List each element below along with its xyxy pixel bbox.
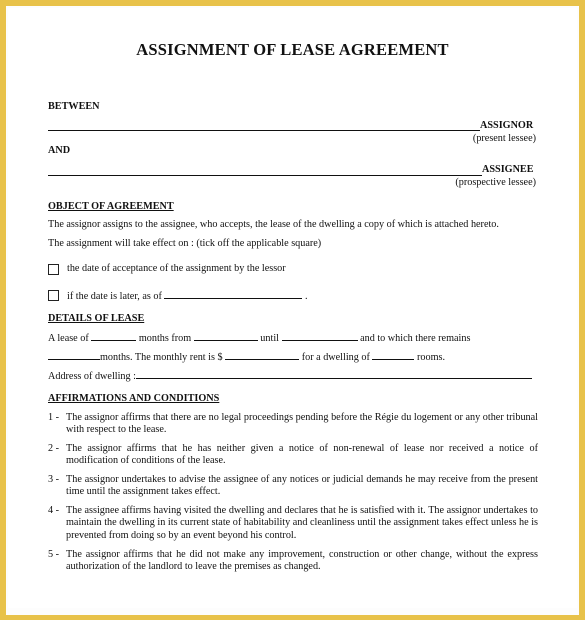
until-label: until — [260, 333, 279, 344]
affirmation-text: The assignor affirms that there are no legal proceedings pending before the Régie du logement or any other tribunal with respect to the lease. — [66, 412, 538, 436]
details-line-1 — [48, 331, 470, 345]
option-acceptance-label: the date of acceptance of the assignment by the lessor — [67, 263, 286, 274]
affirmation-text: The assignor affirms that he has neither given a notice of non-renewal of lease nor received a notice of modification of conditions of the lease. — [66, 443, 538, 467]
affirmation-item — [48, 412, 538, 437]
assignee-note: (prospective lessee) — [455, 177, 536, 188]
affirmation-number: 2 - — [48, 443, 60, 454]
lease-end-blank[interactable] — [282, 331, 358, 341]
affirmation-item — [48, 549, 538, 574]
assignee-label: ASSIGNEE — [482, 164, 534, 175]
later-date-blank[interactable] — [164, 289, 302, 299]
details-line-2 — [48, 350, 445, 364]
and-label: AND — [48, 145, 71, 156]
affirmation-text: The assignor affirms that he did not make any improvement, construction or other change, without the express authorization of the landlord to leave the premises as changed. — [66, 549, 538, 573]
affirmation-item — [48, 505, 538, 542]
option-later-date-checkbox[interactable] — [48, 290, 59, 301]
object-heading: OBJECT OF AGREEMENT — [48, 201, 174, 212]
option-later-date-label: if the date is later, as of — [67, 291, 162, 302]
assignor-line[interactable] — [48, 130, 480, 131]
affirmation-item — [48, 443, 538, 468]
affirmations-heading: AFFIRMATIONS AND CONDITIONS — [48, 393, 220, 404]
monthly-rent-label: months. The monthly rent is $ — [100, 352, 223, 363]
affirmation-number: 4 - — [48, 505, 60, 516]
assignee-line[interactable] — [48, 175, 482, 176]
assignor-label: ASSIGNOR — [480, 120, 534, 131]
address-label: Address of dwelling : — [48, 371, 136, 382]
affirmation-text: The assignor undertakes to advise the assignee of any notices or judicial demands he may receive from the present time until the assignment takes effect. — [66, 474, 538, 498]
assignor-note: (present lessee) — [472, 133, 536, 144]
option-later-date-end: . — [305, 291, 308, 302]
affirmation-number: 5 - — [48, 549, 60, 560]
details-line-3 — [48, 369, 532, 383]
monthly-rent-blank[interactable] — [225, 350, 299, 360]
months-from-label: months from — [138, 333, 192, 344]
lease-duration-blank[interactable] — [91, 331, 136, 341]
lease-of-label: A lease of — [48, 333, 89, 344]
remaining-months-blank[interactable] — [48, 350, 100, 360]
lease-start-blank[interactable] — [194, 331, 258, 341]
option-acceptance-checkbox[interactable] — [48, 264, 59, 275]
affirmation-number: 3 - — [48, 474, 60, 485]
object-line-1: The assignor assigns to the assignee, who accepts, the lease of the dwelling a copy of which is attached hereto. — [48, 219, 499, 230]
affirmation-number: 1 - — [48, 412, 60, 423]
address-blank[interactable] — [136, 369, 532, 379]
affirmation-text: The assignee affirms having visited the dwelling and declares that he is satisfied with it. The assignor undertakes to maintain the dwelling in its current state of habitability and cleanliness until the assignment takes effect unless he is prevented from doing so by an event beyond his control. — [66, 505, 538, 541]
details-heading: DETAILS OF LEASE — [48, 313, 145, 324]
rooms-label: rooms. — [417, 352, 446, 363]
rooms-count-blank[interactable] — [372, 350, 414, 360]
dwelling-of-label: for a dwelling of — [301, 352, 370, 363]
document-title: ASSIGNMENT OF LEASE AGREEMENT — [136, 40, 449, 59]
affirmation-item — [48, 474, 538, 499]
remaining-label: and to which there remains — [360, 333, 471, 344]
object-line-2: The assignment will take effect on : (tick off the applicable square) — [48, 238, 322, 249]
option-later-date-row — [67, 289, 308, 303]
between-label: BETWEEN — [48, 101, 100, 112]
